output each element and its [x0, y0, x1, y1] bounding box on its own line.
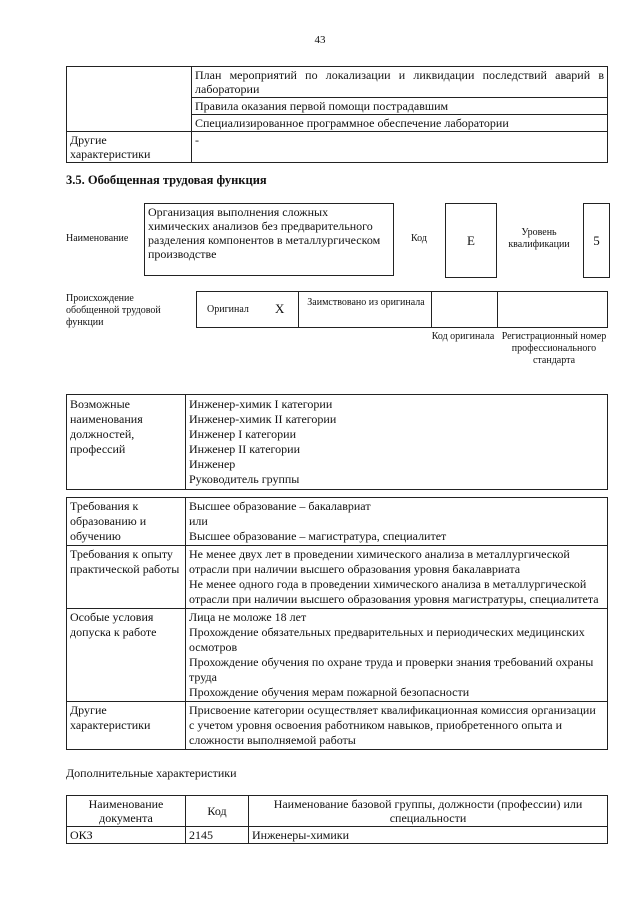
column-header: Наименование базовой группы, должности (профессии) или специальности: [249, 796, 608, 827]
origin-label: Происхождение обобщенной трудовой функции: [66, 293, 161, 328]
original-mark: X: [275, 301, 285, 316]
list-item: Не менее двух лет в проведении химического анализа в металлургической отрасли при наличии высшего образования уровня бакалавриата: [189, 547, 570, 576]
list-item: Высшее образование – бакалавриат: [189, 499, 371, 513]
table-cell: -: [192, 132, 608, 163]
section-title: 3.5. Обобщенная трудовая функция: [66, 173, 267, 187]
page-number: 43: [314, 34, 326, 46]
table-cell: [67, 67, 192, 132]
divider: [298, 292, 299, 327]
code-label: Код: [411, 233, 427, 244]
list-item: Инженер-химик I категории: [189, 397, 333, 411]
list-item: Инженер I категории: [189, 427, 296, 441]
list-item: План мероприятий по локализации и ликвидации последствий аварий в лаборатории: [192, 67, 607, 98]
code-caption: Код оригинала: [431, 331, 495, 342]
reg-caption: Регистрационный номер профессионального стандарта: [501, 331, 607, 366]
list-item: Прохождение обучения по охране труда и проверки знания требований охраны труда: [189, 655, 594, 684]
top-table: [66, 66, 608, 163]
row-label: Особые условия допуска к работе: [67, 609, 186, 702]
positions-list: [186, 395, 608, 490]
column-header: Наименование документа: [67, 796, 186, 827]
table-row: [67, 132, 608, 163]
divider: [497, 292, 498, 327]
additional-table: [66, 795, 608, 844]
table-row: [67, 702, 608, 750]
list-item: Инженер: [189, 457, 236, 471]
table-row: [67, 546, 608, 609]
table-header-row: [67, 796, 608, 827]
requirements-table: [66, 497, 608, 750]
row-label: Требования к образованию и обучению: [67, 498, 186, 546]
row-label: Требования к опыту практической работы: [67, 546, 186, 609]
name-label: Наименование: [66, 233, 129, 244]
list-item: Инженер II категории: [189, 442, 300, 456]
row-label: Возможные наименования должностей, профессий: [67, 395, 186, 490]
list-item: Правила оказания первой помощи пострадавшим: [192, 98, 607, 115]
row-label: Другие характеристики: [67, 132, 192, 163]
table-row: [67, 609, 608, 702]
origin-box: [196, 291, 608, 328]
table-cell: Инженеры-химики: [249, 827, 608, 844]
function-name: Организация выполнения сложных химических анализов без предварительного разделения компонентов в металлургическом производстве: [144, 203, 394, 276]
original-label: Оригинал: [207, 304, 249, 315]
level-value: 5: [583, 203, 610, 278]
list-item: Лица не моложе 18 лет: [189, 610, 307, 624]
list-item: Инженер-химик II категории: [189, 412, 337, 426]
borrowed-label: Заимствовано из оригинала: [307, 297, 425, 308]
table-cell: 2145: [186, 827, 249, 844]
table-row: [67, 67, 608, 132]
table-row: [67, 498, 608, 546]
table-cell: [186, 609, 608, 702]
row-label: Другие характеристики: [67, 702, 186, 750]
additional-title: Дополнительные характеристики: [66, 766, 237, 780]
list-item: Специализированное программное обеспечение лаборатории: [195, 116, 509, 130]
list-item: Высшее образование – магистратура, специалитет: [189, 529, 447, 543]
list-item: Прохождение обучения мерам пожарной безопасности: [189, 685, 470, 699]
table-cell: [186, 498, 608, 546]
column-header: Код: [186, 796, 249, 827]
list-item: Прохождение обязательных предварительных и периодических медицинских осмотров: [189, 625, 585, 654]
list-item: Руководитель группы: [189, 472, 300, 486]
table-cell: [192, 67, 608, 132]
table-cell: ОКЗ: [67, 827, 186, 844]
positions-table: [66, 394, 608, 490]
table-cell: [186, 546, 608, 609]
divider: [431, 292, 432, 327]
list-item: Присвоение категории осуществляет квалификационная комиссия организации с учетом уровня освоения работником навыков, приобретенного опыта и сложности выполняемой работы: [189, 703, 596, 747]
table-cell: [186, 702, 608, 750]
list-item: Не менее одного года в проведении химического анализа в металлургической отрасли при наличии высшего образования уровня магистратуры, специалитета: [189, 577, 599, 606]
list-item: или: [189, 514, 208, 528]
table-row: [67, 827, 608, 844]
code-value: E: [445, 203, 497, 278]
table-row: [67, 395, 608, 490]
level-label: Уровень квалификации: [508, 227, 570, 250]
